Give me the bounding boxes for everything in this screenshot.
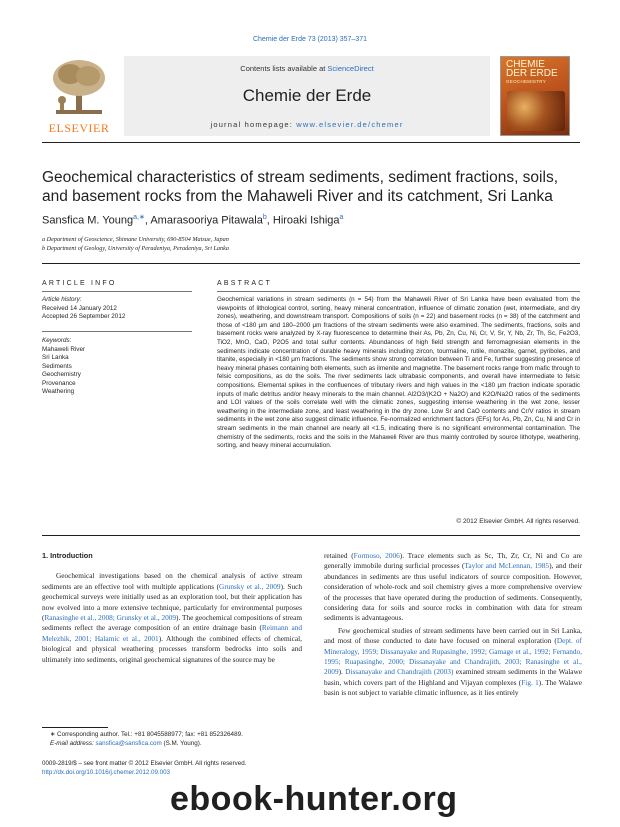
keyword: Weathering — [42, 388, 75, 395]
abstract-label: ABSTRACT — [217, 280, 272, 287]
publication-meta — [42, 760, 304, 777]
cover-title: CHEMIE DER ERDE — [506, 59, 558, 79]
text-run: ). The geochemical compositions of stream sediments reflect the average composition of an entire drainage basin ( — [42, 613, 303, 633]
doi-link[interactable]: http://dx.doi.org/10.1016/j.chemer.2012.09.003 — [42, 768, 170, 776]
article-title: Geochemical characteristics of stream sediments, sediment fractions, soils, and basement rocks from the Mahaweli River and its catchment, Sri Lanka — [42, 169, 558, 205]
figure-link[interactable]: Fig. 1 — [521, 677, 539, 687]
article-history — [42, 296, 192, 322]
text-run: ). The Walawe basin is not subject to variable climatic influence, as it lies entirely — [324, 677, 583, 698]
email-suffix: (S.M. Young). — [161, 739, 202, 747]
author-name: Sansfica M. Young — [42, 214, 134, 227]
masthead-banner — [124, 56, 490, 136]
citation-link[interactable]: Formoso, 2006 — [353, 551, 400, 560]
email-link[interactable]: sansfica@sansfica.com — [95, 739, 162, 747]
homepage-prefix: journal homepage: — [210, 120, 297, 129]
text-run: ). — [338, 667, 346, 677]
intro-paragraph-continued — [324, 551, 582, 624]
article-info-label: ARTICLE INFO — [42, 280, 117, 287]
keywords-heading: Keywords: — [42, 337, 72, 344]
keyword: Mahaweli River — [42, 345, 86, 353]
keyword: Sri Lanka — [42, 354, 69, 361]
footnote-rule — [42, 727, 108, 728]
citation-link[interactable]: Grunsky et al., 2009 — [219, 581, 281, 591]
cover-image — [507, 91, 565, 131]
article-info-rule — [42, 291, 192, 292]
intro-paragraph-2 — [324, 626, 582, 699]
history-heading: Article history: — [42, 296, 82, 303]
body-column-right — [324, 551, 582, 699]
author-affiliation-marker[interactable]: b — [262, 214, 267, 221]
text-run: ). Although the combined effects of chemical, biological and physical weathering processes transform bedrocks into soils and ultimately into sediments, original geochemical signatures of the source may be — [42, 633, 302, 664]
watermark: ebook-hunter.org — [170, 780, 458, 818]
contents-prefix: Contents lists available at — [240, 64, 328, 73]
author-name: Hiroaki Ishiga — [272, 214, 340, 227]
accepted-date: Accepted 26 September 2012 — [42, 313, 126, 320]
section-heading-introduction: 1. Introduction — [42, 551, 93, 560]
text-run: ). Such geochemical surveys were initially used as an exploration tool, but their application has now evolved into a more extensive technique, particularly for environmental purposes ( — [42, 581, 302, 623]
author-list — [42, 213, 582, 227]
journal-homepage-link[interactable]: www.elsevier.de/chemer — [296, 120, 404, 129]
citation-link[interactable]: Ranasinghe et al., 2008; Grunsky et al., 2009 — [44, 613, 177, 623]
copyright-notice: © 2012 Elsevier GmbH. All rights reserved. — [456, 518, 580, 525]
text-run: examined stream sediments in the Walawe basin, which covers part of the Highland and Vijayan complexes ( — [324, 667, 582, 687]
journal-title: Chemie der Erde — [242, 86, 372, 105]
cover-subtitle: GEOCHEMISTRY — [506, 79, 547, 84]
text-run: Geochemical investigations based on the chemical analysis of active stream sediments are an effective tool with multiple applications ( — [42, 571, 302, 591]
body-divider — [42, 535, 580, 536]
contents-available-line — [124, 64, 490, 73]
elsevier-logo — [42, 56, 116, 136]
intro-paragraph-1 — [42, 571, 302, 665]
author-affiliation-marker[interactable]: a,∗ — [133, 214, 145, 221]
keywords-block — [42, 337, 192, 397]
sciencedirect-link[interactable]: ScienceDirect — [327, 64, 374, 73]
author-separator: , — [144, 214, 151, 227]
info-divider — [42, 263, 580, 264]
keyword: Geochemistry — [42, 371, 81, 378]
affiliation-b: b Department of Geology, University of Peradeniya, Peradeniya, Sri Lanka — [42, 245, 229, 252]
corresponding-author-footnote — [42, 731, 304, 748]
citation-link[interactable]: Reimann and Melezhik, 2001; Halamic et al., 2001 — [42, 623, 302, 643]
elsevier-wordmark: ELSEVIER — [48, 121, 110, 135]
abstract-text: Geochemical variations in stream sediments (n = 54) from the Mahaweli River of Sri Lanka have been evaluated from the viewpoints of lithological control, sorting, heavy mineral concentration, influence of climatic zonation (wet, intermediate, and dry zones), weathering, and downstream transport. Compositions of soils (n = 22) and basement rocks (n = 38) of the catchment and those of <180 μm and 180–2000 μm fractions of the stream sediments were also examined. The sediments, fractions, soils and basement rocks were analyzed by X-ray fluorescence to determine their As, Pb, Zn, Cu, Ni, Cr, V, Sr, Y, Nb, Zr, Th, Sc, Fe2O3, TiO2, MnO, CaO, P2O5 and total sulfur contents. Abundances of high field strength and ferromagnesian elements in the sediments indicate concentration of durable heavy minerals including zircon, tourmaline, rutile, monazite, garnet, pyriboles, and titanite, especially in <180 μm fractions. The sediments show strong correlation between Ti and Fe, further suggesting presence of heavy mineral phases containing both elements, such as ilmenite and magnetite. The basement rocks range from mafic through to felsic compositions, as do the soils. The river sediments lack ultrabasic components, and overall have intermediate to felsic compositions. Elemental spikes in the confluences of tributary rivers and high values in the <180 μm fraction indicate sporadic inputs of mafic detritus and/or heavy minerals to the main channel. Al2O3/(K2O + Na2O) and K2O/Na2O ratios of the sediments and LOI values of the soils correlate well with the climatic zones, suggesting intense weathering in the wet zone, lesser weathering in the intermediate zone, and least weathering in the dry zone. Low Sr and CaO contents and Cr/V ratios in stream sediments in the wet zone also suggest climatic influence. Fe-normalized enrichment factors (EFs) for As, Pb, Zn, Cu, Ni and Cr in stream sediments in the main channel are nearly all <1.5, indicating there is no significant environmental contamination. The chemistry of the sediments, rocks and the soils in the Mahaweli River are thus mainly controlled by source lithotype, weathering, sorting, and heavy mineral accumulation. — [217, 296, 580, 450]
header-divider — [42, 142, 580, 143]
author-separator: , — [266, 214, 273, 227]
keyword: Sediments — [42, 362, 72, 370]
corresponding-author-line: ∗ Corresponding author. Tel.: +81 8045588977; fax: +81 852326489. — [50, 731, 243, 738]
affiliations — [42, 235, 582, 253]
citation-link[interactable]: Dept. of Mineralogy, 1959; Dissanayake and Rupasinghe, 1992; Gamage et al., 1992; Fernando, 1995; Ruapasinghe, 2000; Dissanayake and Chandrajith, 2003; Ranasinghe et al., 2009 — [324, 636, 582, 677]
abstract-rule — [217, 291, 580, 292]
history-rule — [42, 331, 192, 332]
affiliation-a: a Department of Geoscience, Shimane University, 690-8504 Matsue, Japan — [42, 236, 229, 243]
keyword: Provenance — [42, 379, 76, 387]
email-line — [42, 740, 304, 749]
citation-link[interactable]: Taylor and McLennan, 1985 — [464, 561, 550, 571]
journal-homepage-line — [124, 120, 490, 129]
email-label: E-mail address: — [50, 739, 96, 747]
author-name: Amarasooriya Pitawala — [150, 214, 263, 227]
author-affiliation-marker[interactable]: a — [339, 214, 344, 221]
text-run: Few geochemical studies of stream sediments have been carried out in Sri Lanka, and most of those conducted to date have focused on mineral exploration ( — [324, 625, 582, 646]
elsevier-tree-icon — [48, 56, 110, 118]
citation-link[interactable]: Dissanayake and Chandrajith (2003) — [345, 667, 454, 677]
text-run: ), and their abundances in sediments are thus useful indicators of source composition. However, consideration of whole-rock and soil chemistry gives a more comprehensive overview of the processes that have operated during the production of sediments. Consequently, considering data for soils and source rocks in combination with data for stream sediments is advantageous. — [324, 561, 582, 623]
text-run: retained ( — [324, 551, 354, 560]
journal-cover-thumbnail — [500, 56, 570, 136]
text-run: ). Trace elements such as Sc, Th, Zr, Cr, Ni and Co are generally immobile during surficial processes ( — [324, 551, 582, 571]
journal-masthead — [42, 56, 582, 136]
journal-citation-link[interactable]: Chemie der Erde 73 (2013) 357–371 — [252, 36, 368, 43]
body-column-left — [42, 551, 302, 665]
received-date: Received 14 January 2012 — [42, 304, 117, 312]
issn-line: 0009-2819/$ – see front matter © 2012 Elsevier GmbH. All rights reserved. — [42, 760, 247, 767]
